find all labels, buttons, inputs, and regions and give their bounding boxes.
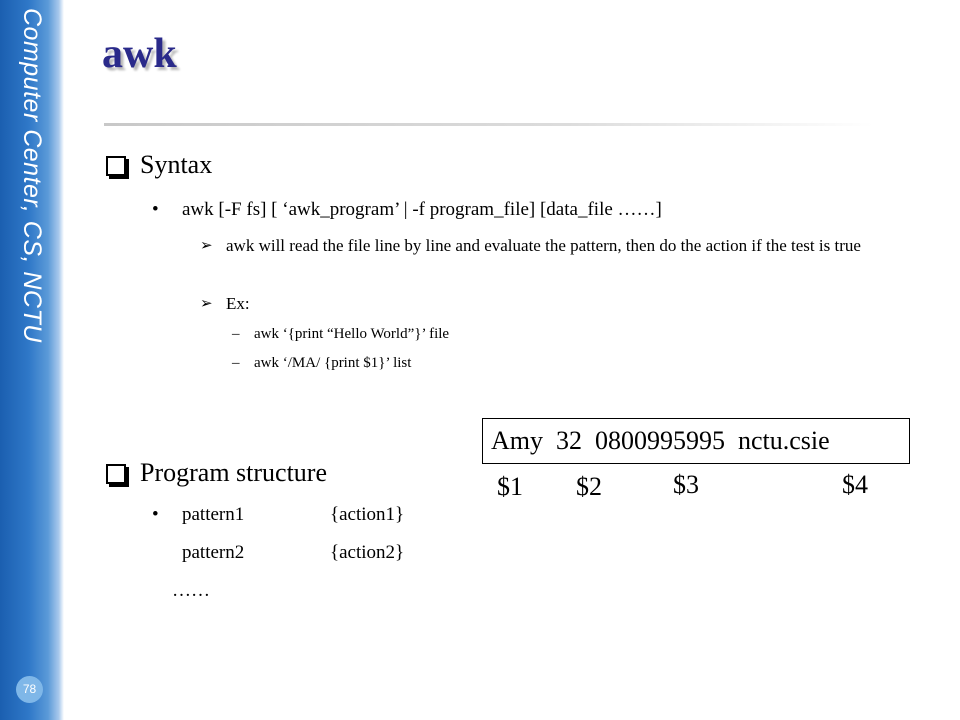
title-divider (104, 123, 874, 126)
field-label: $2 (576, 472, 602, 501)
syntax-heading-text: Syntax (140, 150, 213, 179)
syntax-usage (152, 199, 662, 221)
arrow-bullet-icon: ➢ (200, 238, 213, 254)
field-label: $4 (842, 470, 868, 499)
example-label (200, 294, 900, 314)
syntax-description-text: awk will read the file line by line and evaluate the pattern, then do the action if the test is true (226, 236, 861, 255)
record-example: Amy 32 0800995995 nctu.csie (482, 418, 910, 464)
sidebar-label: Computer Center, CS, NCTU (18, 8, 46, 343)
bullet-dot-icon: • (152, 504, 159, 525)
structure-row (152, 504, 404, 526)
structure-action: {action1} (330, 504, 405, 525)
structure-pattern: pattern2 (182, 542, 245, 563)
checkbox-bullet-icon (106, 156, 126, 176)
structure-action: {action2} (330, 542, 405, 563)
page-number-badge: 78 (16, 676, 43, 703)
example-label-text: Ex: (226, 294, 250, 313)
syntax-description (200, 236, 900, 256)
checkbox-bullet-icon (106, 464, 126, 484)
field-label: $3 (673, 470, 699, 499)
syntax-usage-text: awk [-F fs] [ ‘awk_program’ | -f program_file] [data_file ……] (182, 199, 662, 220)
field-label: $1 (497, 472, 523, 501)
example-text: awk ‘{print “Hello World”}’ file (254, 326, 450, 342)
arrow-bullet-icon: ➢ (200, 296, 213, 312)
structure-ellipsis: …… (172, 580, 210, 601)
example-text: awk ‘/MA/ {print $1}’ list (254, 355, 412, 371)
sidebar (0, 0, 64, 720)
structure-heading (106, 458, 327, 488)
dash-bullet-icon: – (232, 326, 240, 342)
syntax-heading (106, 150, 212, 180)
slide-title: awk (102, 31, 177, 77)
dash-bullet-icon: – (232, 355, 240, 371)
structure-pattern: pattern1 (182, 504, 245, 525)
example-item (232, 355, 411, 372)
example-item (232, 326, 449, 343)
bullet-dot-icon: • (152, 199, 159, 220)
structure-row (152, 542, 404, 564)
structure-heading-text: Program structure (140, 458, 328, 487)
